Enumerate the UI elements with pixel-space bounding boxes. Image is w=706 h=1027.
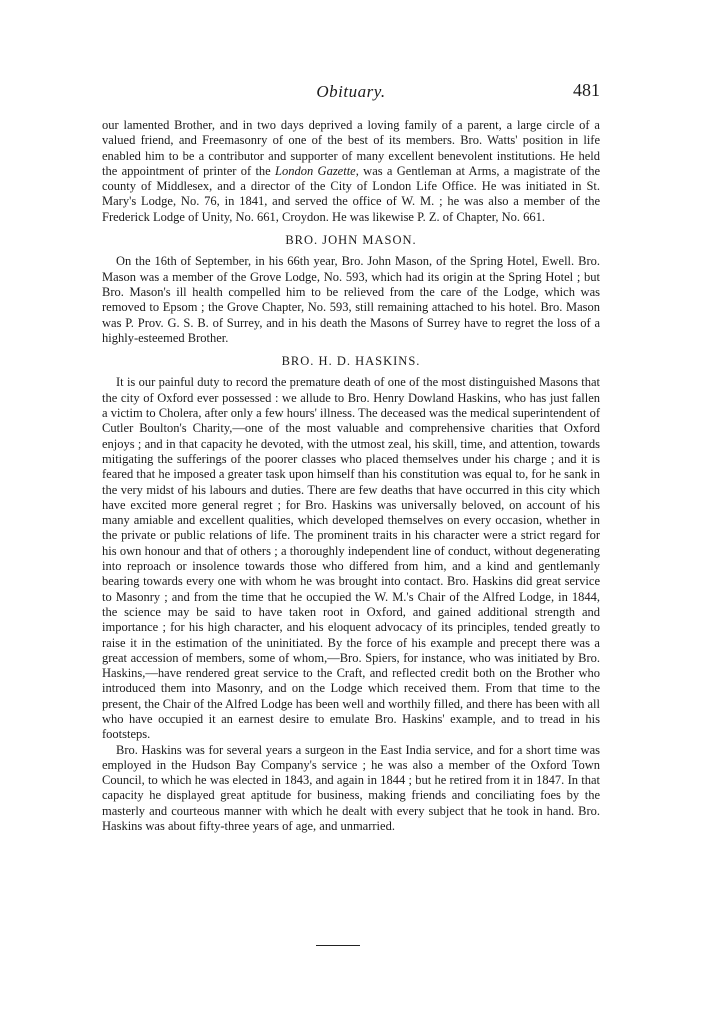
running-title: Obituary. [316, 82, 386, 101]
paragraph-haskins-1: It is our painful duty to record the premature death of one of the most distinguished Masons that the city of Oxford ever possessed : we allude to Bro. Henry Dowland Haskins, who has just fallen a victim to Cholera, after only a few hours' illness. The deceased was the medical superintendent of Cutler Boulton's Charity,—one of the most valuable and comprehensive charities that Oxford enjoys ; and in that capacity he devoted, with the utmost zeal, his skill, time, and attention, towards mitigating the sufferings of the poorer classes who placed themselves under his charge ; and it is feared that he imposed a greater task upon himself than his constitution was equal to, for he sank in the very midst of his labours and duties. There are few deaths that have occurred in this city which have excited more general regret ; for Bro. Haskins was universally beloved, on account of his many amiable and excellent qualities, which developed themselves on every occasion, whether in the private or public relations of life. The prominent traits in his character were a strict regard for his own honour and that of others ; a thoroughly independent line of conduct, without degenerating into reproach or insolence towards those who differed from him, and a kind and gentlemanly bearing towards every one with whom he was brought into contact. Bro. Haskins did great service to Masonry ; and from the time that he occupied the W. M.'s Chair of the Alfred Lodge, in 1844, the science may be said to have taken root in Oxford, and gained additional strength and importance ; for his high character, and his eloquent advocacy of its principles, tended greatly to raise it in the estimation of the uninitiated. By the force of his example and precept there was a great accession of members, some of whom,—Bro. Spiers, for instance, who was initiated by Bro. Haskins,—have rendered great service to the Craft, and reflected credit both on the Brother who introduced them into Masonry, and on the Lodge which received them. From that time to the present, the Chair of the Alfred Lodge has been well and worthily filled, and there has been with all who have occupied it an earnest desire to emulate Bro. Haskins' example, and to tread in his footsteps. [102, 375, 600, 742]
page-number: 481 [573, 80, 600, 100]
paragraph-continued [102, 118, 600, 225]
closing-rule [316, 945, 360, 946]
paragraph-john-mason: On the 16th of September, in his 66th year, Bro. John Mason, of the Spring Hotel, Ewell. Bro. Mason was a member of the Grove Lodge, No. 593, which had its origin at the Spring Hotel ; but Bro. Mason's ill health compelled him to be relieved from the care of the Lodge, which was removed to Epsom ; the Grove Chapter, No. 593, still remaining attached to his hotel. Bro. Mason was P. Prov. G. S. B. of Surrey, and in his death the Masons of Surrey have to regret the loss of a highly-esteemed Brother. [102, 254, 600, 345]
paragraph-text: , was a Gentleman at Arms, a magistrate of the county of Middlesex, and a director of the City of London Life Office. He was initiated in St. Mary's Lodge, No. 76, in 1841, and served the office of W. M. ; he was also a member of the Frederick Lodge of Unity, No. 661, Croydon. He was likewise P. Z. of Chapter, No. 661. [102, 163, 600, 224]
article-body [102, 118, 600, 834]
paragraph-haskins-2: Bro. Haskins was for several years a surgeon in the East India service, and for a short time was employed in the Hudson Bay Company's service ; he was also a member of the Oxford Town Council, to which he was elected in 1843, and again in 1844 ; but he retired from it in 1847. In that capacity he displayed great aptitude for business, making friends and conciliating foes by the masterly and courteous manner with which he dealt with every subject that he took in hand. Bro. Haskins was about fifty-three years of age, and unmarried. [102, 742, 600, 834]
paragraph-text: our lamented Brother, and in two days deprived a loving family of a parent, a large circle of a valued friend, and Freemasonry of one of the best of its members. Bro. Watts' position in life enabled him to be a contributor and supporter of many excellent benevolent institutions. He held the appointment of printer of the [102, 118, 600, 178]
section-heading-john-mason: BRO. JOHN MASON. [285, 233, 417, 248]
running-head [102, 82, 600, 106]
section-heading-haskins: BRO. H. D. HASKINS. [281, 354, 421, 369]
newspaper-title: London Gazette [275, 163, 356, 178]
